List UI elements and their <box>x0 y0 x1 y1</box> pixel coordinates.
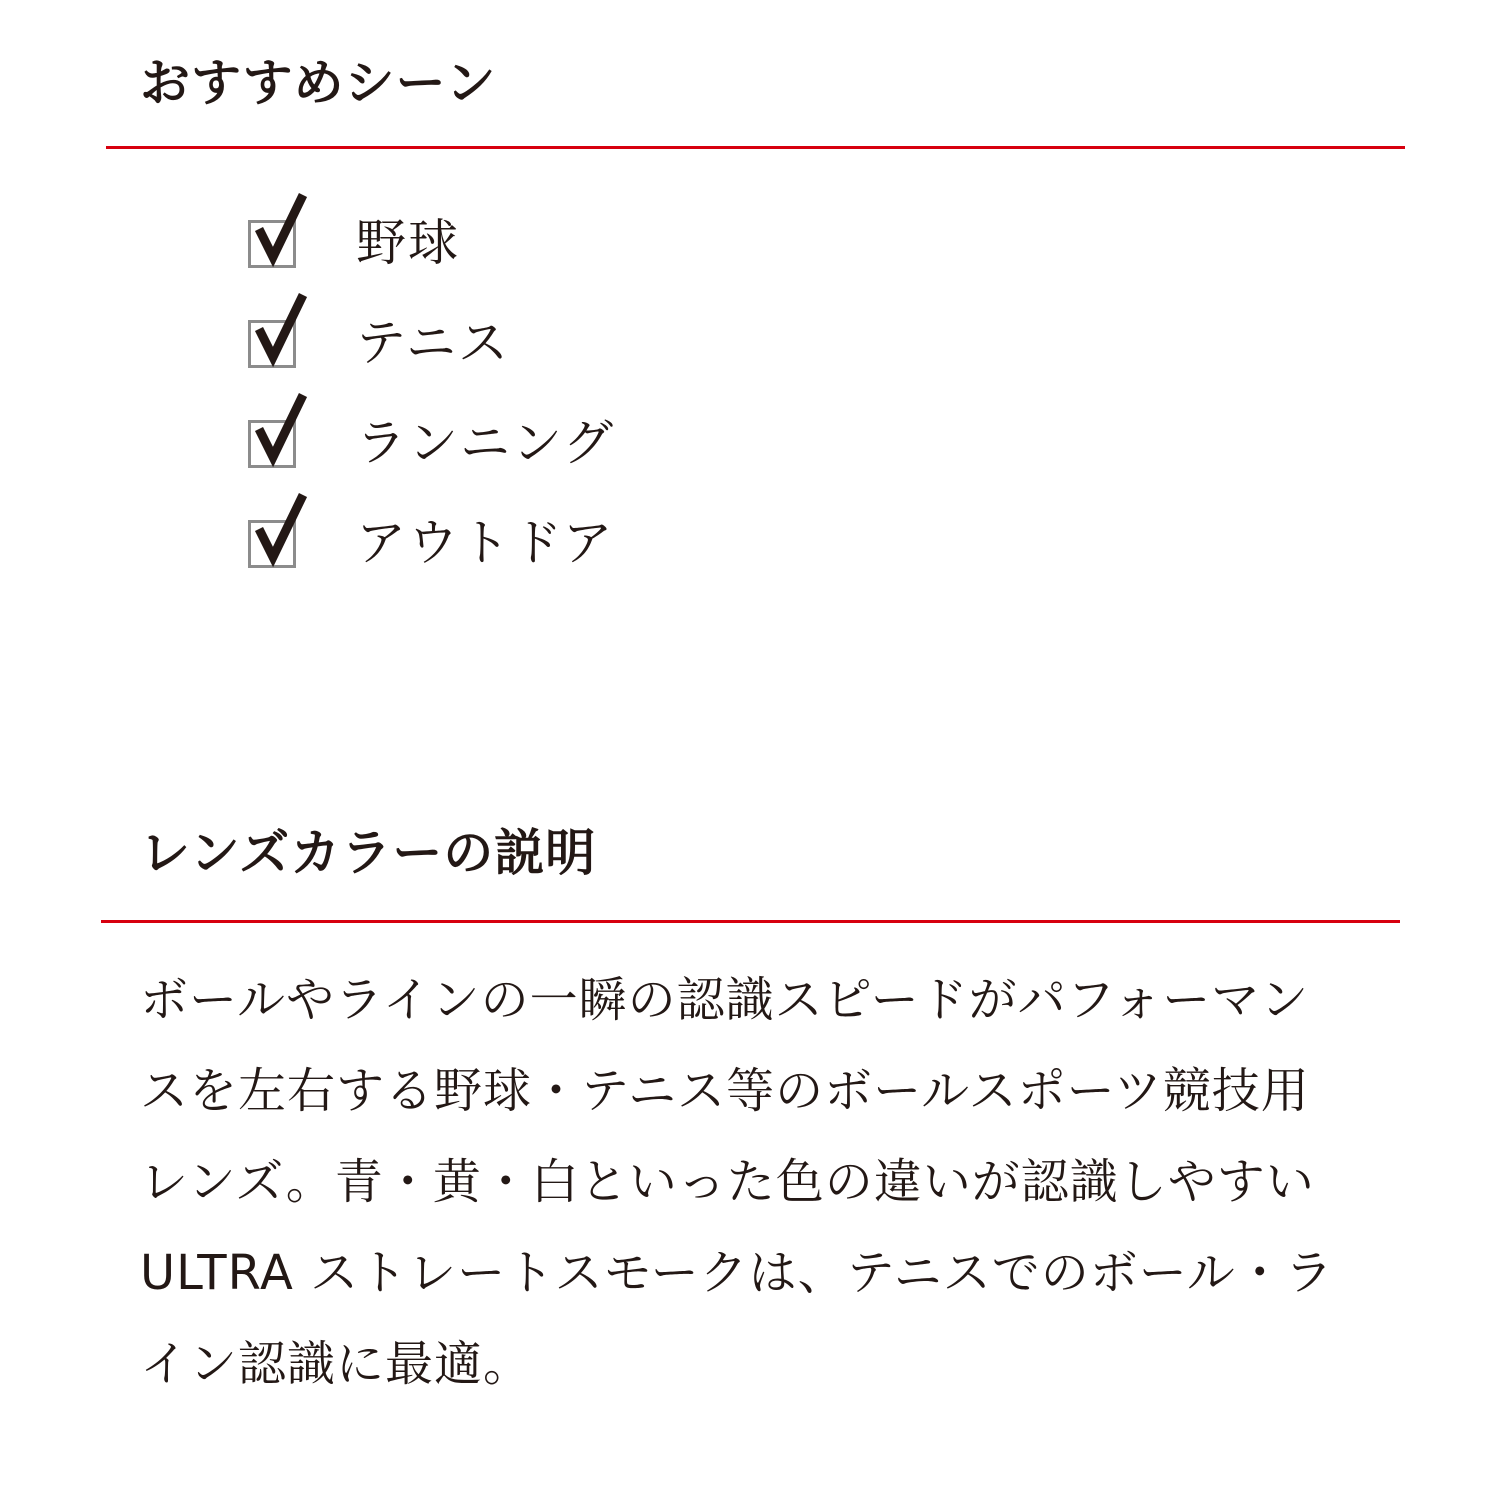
scene-item-outdoor <box>248 500 748 570</box>
checkbox-checked-icon <box>248 220 296 268</box>
lens-color-description-title: レンズカラーの説明 <box>140 824 597 882</box>
scene-item-tennis <box>248 300 748 370</box>
scene-label: テニス <box>356 314 510 372</box>
checkbox-checked-icon <box>248 320 296 368</box>
lens-description-text <box>140 970 1370 1425</box>
title-divider <box>106 146 1405 149</box>
title-divider <box>101 920 1400 923</box>
description-line: イン認識に最適。 <box>140 1336 533 1392</box>
scene-label: 野球 <box>356 214 460 272</box>
checkbox-checked-icon <box>248 520 296 568</box>
description-line: ボールやラインの一瞬の認識スピードがパフォーマン <box>140 972 1310 1028</box>
scene-label: ランニング <box>356 414 615 472</box>
description-line: ULTRA ストレートスモークは、テニスでのボール・ラ <box>140 1245 1334 1301</box>
recommended-scenes-title: おすすめシーン <box>140 54 497 112</box>
description-line: レンズ。青・黄・白といった色の違いが認識しやすい <box>140 1154 1315 1210</box>
scene-label: アウトドア <box>356 514 615 572</box>
scene-item-baseball <box>248 200 748 270</box>
description-line: スを左右する野球・テニス等のボールスポーツ競技用 <box>140 1063 1310 1119</box>
scene-item-running <box>248 400 748 470</box>
checkbox-checked-icon <box>248 420 296 468</box>
